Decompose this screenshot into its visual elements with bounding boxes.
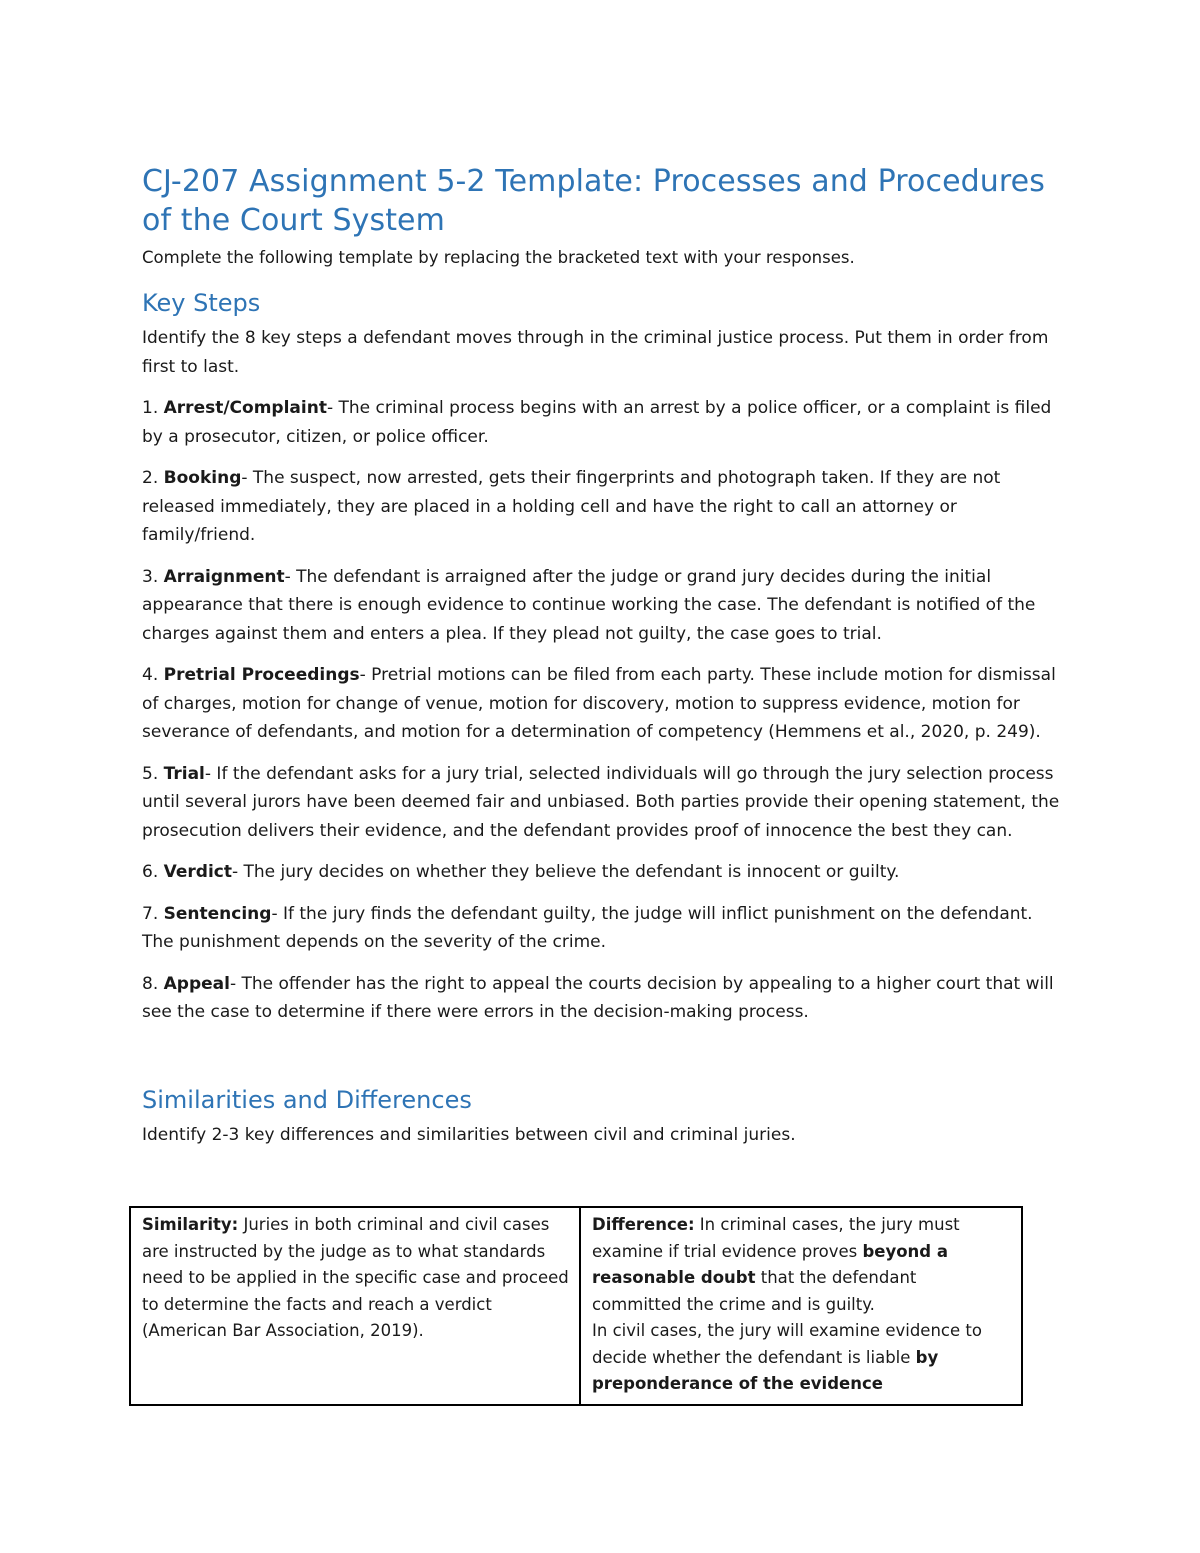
intro-text: Complete the following template by replacing the bracketed text with your responses. xyxy=(142,248,855,267)
step-item: 6. Verdict- The jury decides on whether they believe the defendant is innocent or guilty. xyxy=(142,862,900,882)
step-term: Trial xyxy=(163,763,205,784)
step-term: Appeal xyxy=(163,973,230,994)
difference-text: In criminal cases, the jury must examine if trial evidence proves xyxy=(592,1215,960,1261)
step-term: Sentencing xyxy=(163,903,272,924)
step-item: 2. Booking- The suspect, now arrested, gets their fingerprints and photograph taken. If they are not released immediately, they are placed in a holding cell and have the right to call an attorney or family/friend. xyxy=(142,468,1001,545)
document-page xyxy=(142,162,1060,1149)
difference-cell xyxy=(580,1207,1022,1405)
difference-label: Difference: xyxy=(592,1215,695,1234)
step-term: Arrest/Complaint xyxy=(163,398,327,418)
key-steps-prompt: Identify the 8 key steps a defendant moves through in the criminal justice process. Put them in order from first to last. xyxy=(142,328,1049,377)
step-item: 1. Arrest/Complaint- The criminal process begins with an arrest by a police officer, or a complaint is filed by a prosecutor, citizen, or police officer. xyxy=(142,398,1052,447)
step-item: 7. Sentencing- If the jury finds the defendant guilty, the judge will inflict punishment on the defendant. The punishment depends on the severity of the crime. xyxy=(142,903,1033,952)
step-item: 3. Arraignment- The defendant is arraigned after the judge or grand jury decides during the initial appearance that there is enough evidence to continue working the case. The defendant is notified of the charges against them and enters a plea. If they plead not guilty, the case goes to trial. xyxy=(142,566,1036,644)
step-item: 8. Appeal- The offender has the right to appeal the courts decision by appealing to a higher court that will see the case to determine if there were errors in the decision-making process. xyxy=(142,973,1054,1022)
difference-emphasis: by preponderance of the evidence xyxy=(592,1347,939,1393)
similarities-prompt: Identify 2-3 key differences and similarities between civil and criminal juries. xyxy=(142,1124,796,1145)
step-item: 4. Pretrial Proceedings- Pretrial motions can be filed from each party. These include motion for dismissal of charges, motion for change of venue, motion for discovery, motion to suppress evidence, motion for severance of defendants, and motion for a determination of competency (Hemmens et al., 2020, p. 249). xyxy=(142,665,1056,742)
step-item: 5. Trial- If the defendant asks for a jury trial, selected individuals will go through the jury selection process until several jurors have been deemed fair and unbiased. Both parties provide their opening statement, the prosecution delivers their evidence, and the defendant provides proof of innocence the best they can. xyxy=(142,763,1060,841)
difference-text: In civil cases, the jury will examine evidence to decide whether the defendant is liable xyxy=(592,1321,982,1367)
similarities-heading: Similarities and Differences xyxy=(142,1085,472,1114)
step-text: - The jury decides on whether they believe the defendant is innocent or guilty. xyxy=(231,862,900,882)
step-term: Booking xyxy=(163,468,242,488)
step-text: - If the defendant asks for a jury trial, selected individuals will go through the jury selection process until several jurors have been deemed fair and unbiased. Both parties provide their opening statement, the prosecution delivers their evidence, and the defendant provides proof of innocence the best they can. xyxy=(142,763,1060,841)
difference-emphasis: beyond a reasonable doubt xyxy=(592,1241,948,1287)
step-text: - The defendant is arraigned after the judge or grand jury decides during the initial appearance that there is enough evidence to continue working the case. The defendant is notified of the charges against them and enters a plea. If they plead not guilty, the case goes to trial. xyxy=(142,566,1036,644)
step-text: - Pretrial motions can be filed from each party. These include motion for dismissal of charges, motion for change of venue, motion for discovery, motion to suppress evidence, motion for severance of defendants, and motion for a determination of competency (Hemmens et al., 2020, p. 249). xyxy=(142,665,1056,742)
step-text: - The criminal process begins with an arrest by a police officer, or a complaint is filed by a prosecutor, citizen, or police officer. xyxy=(142,398,1052,447)
key-steps-list xyxy=(142,394,1060,1027)
step-term: Pretrial Proceedings xyxy=(163,665,360,685)
similarity-label: Similarity: xyxy=(142,1215,239,1234)
step-text: - If the jury finds the defendant guilty, the judge will inflict punishment on the defendant. The punishment depends on the severity of the crime. xyxy=(142,903,1033,952)
similarity-cell xyxy=(130,1207,580,1405)
step-text: - The offender has the right to appeal the courts decision by appealing to a higher court that will see the case to determine if there were errors in the decision-making process. xyxy=(142,973,1054,1022)
step-term: Arraignment xyxy=(163,566,285,587)
similarity-text: Juries in both criminal and civil cases are instructed by the judge as to what standards need to be applied in the specific case and proceed to determine the facts and reach a verdict (American Bar Association, 2019). xyxy=(142,1215,569,1340)
step-text: - The suspect, now arrested, gets their fingerprints and photograph taken. If they are not released immediately, they are placed in a holding cell and have the right to call an attorney or family/friend. xyxy=(142,468,1001,545)
table-row xyxy=(130,1207,1022,1405)
comparison-table xyxy=(129,1206,1023,1406)
comparison-table-wrap xyxy=(129,1206,1021,1406)
key-steps-heading: Key Steps xyxy=(142,289,261,317)
step-term: Verdict xyxy=(163,862,232,882)
difference-text: that the defendant committed the crime and is guilty. xyxy=(592,1268,917,1314)
document-title: CJ-207 Assignment 5-2 Template: Processes and Procedures of the Court System xyxy=(142,164,1045,238)
